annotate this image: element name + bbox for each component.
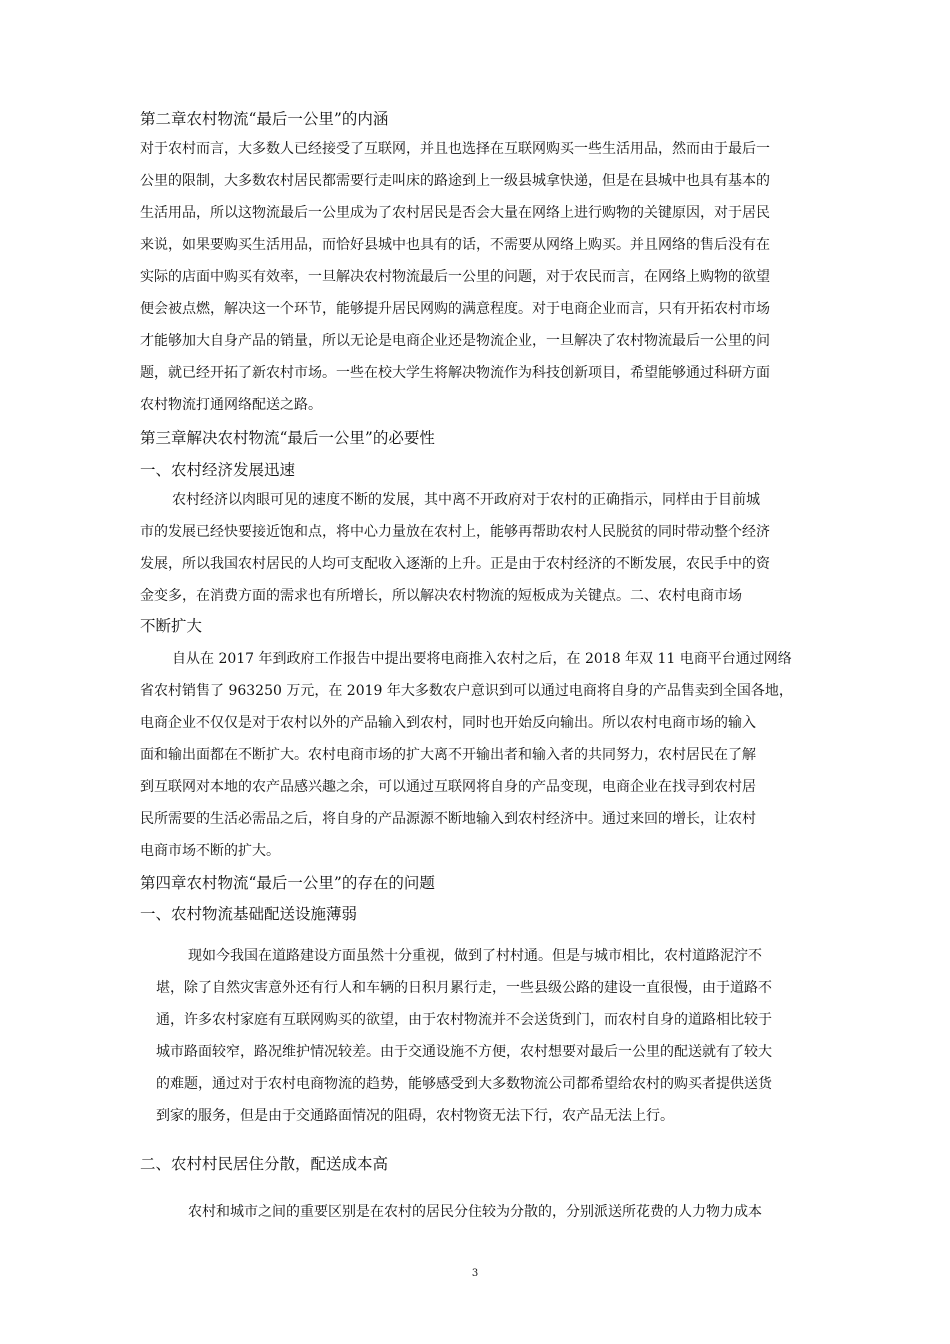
paragraph-line: 到家的服务，但是由于交通路面情况的阻碍，农村物资无法下行，农产品无法上行。 (156, 1108, 674, 1124)
paragraph-line: 便会被点燃，解决这一个环节，能够提升居民网购的满意程度。对于电商企业而言，只有开拓农村市场 (140, 301, 770, 317)
paragraph-line: 堪，除了自然灾害意外还有行人和车辆的日积月累行走，一些县级公路的建设一直很慢，由于道路不 (156, 980, 772, 996)
paragraph-line: 农村物流打通网络配送之路。 (140, 397, 322, 413)
paragraph-line: 题，就已经开拓了新农村市场。一些在校大学生将解决物流作为科技创新项目，希望能够通过科研方面 (140, 365, 770, 381)
paragraph-line: 民所需要的生活必需品之后，将自身的产品源源不断地输入到农村经济中。通过来回的增长，让农村 (140, 811, 756, 827)
paragraph-line: 现如今我国在道路建设方面虽然十分重视，做到了村村通。但是与城市相比，农村道路泥泞不 (188, 948, 762, 964)
paragraph-line: 公里的限制，大多数农村居民都需要行走叫床的路途到上一级县城拿快递，但是在县城中也具有基本的 (140, 173, 770, 189)
paragraph-line: 自从在 2017 年到政府工作报告中提出要将电商推入农村之后，在 2018 年双 11 电商平台通过网络 (172, 651, 792, 667)
paragraph-line: 来说，如果要购买生活用品，而恰好县城中也具有的话，不需要从网络上购买。并且网络的售后没有在 (140, 237, 770, 253)
chapter-3-heading: 第三章解决农村物流“最后一公里”的必要性 (140, 429, 435, 447)
section-heading: 一、农村经济发展迅速 (140, 461, 296, 479)
paragraph-line: 到互联网对本地的农产品感兴趣之余，可以通过互联网将自身的产品变现，电商企业在找寻到农村居 (140, 779, 756, 795)
paragraph-line: 面和输出面都在不断扩大。农村电商市场的扩大离不开输出者和输入者的共同努力，农村居民在了解 (140, 747, 756, 763)
chapter-2-heading: 第二章农村物流“最后一公里”的内涵 (140, 110, 389, 128)
paragraph-line: 才能够加大自身产品的销量，所以无论是电商企业还是物流企业，一旦解决了农村物流最后一公里的问 (140, 333, 770, 349)
paragraph-line: 省农村销售了 963250 万元，在 2019 年大多数农户意识到可以通过电商将自身的产品售卖到全国各地， (140, 683, 793, 699)
paragraph-line: 发展，所以我国农村居民的人均可支配收入逐渐的上升。正是由于农村经济的不断发展，农民手中的资 (140, 556, 770, 572)
paragraph-line: 的难题，通过对于农村电商物流的趋势，能够感受到大多数物流公司都希望给农村的购买者提供送货 (156, 1076, 772, 1092)
paragraph-line: 通，许多农村家庭有互联网购买的欲望，由于农村物流并不会送货到门，而农村自身的道路相比较于 (156, 1012, 772, 1028)
paragraph-line: 实际的店面中购买有效率，一旦解决农村物流最后一公里的问题，对于农民而言，在网络上购物的欲望 (140, 269, 770, 285)
section-heading: 一、农村物流基础配送设施薄弱 (140, 905, 358, 923)
chapter-4-heading: 第四章农村物流“最后一公里”的存在的问题 (140, 874, 435, 892)
page-number: 3 (471, 1268, 479, 1279)
paragraph-line: 农村和城市之间的重要区别是在农村的居民分住较为分散的，分别派送所花费的人力物力成本 (188, 1204, 762, 1220)
section-heading: 二、农村村民居住分散，配送成本高 (140, 1155, 389, 1173)
paragraph-line: 电商市场不断的扩大。 (140, 843, 280, 859)
paragraph-line: 农村经济以肉眼可见的速度不断的发展，其中离不开政府对于农村的正确指示，同样由于目前城 (172, 492, 760, 508)
paragraph-line: 生活用品，所以这物流最后一公里成为了农村居民是否会大量在网络上进行购物的关键原因，对于居民 (140, 205, 770, 221)
paragraph-line: 金变多，在消费方面的需求也有所增长，所以解决农村物流的短板成为关键点。二、农村电商市场 (140, 588, 742, 604)
paragraph-line: 城市路面较窄，路况维护情况较差。由于交通设施不方便，农村想要对最后一公里的配送就有了较大 (156, 1044, 772, 1060)
paragraph-line: 市的发展已经快要接近饱和点，将中心力量放在农村上，能够再帮助农村人民脱贫的同时带动整个经济 (140, 524, 770, 540)
paragraph-line: 电商企业不仅仅是对于农村以外的产品输入到农村，同时也开始反向输出。所以农村电商市场的输入 (140, 715, 756, 731)
section-heading: 不断扩大 (140, 617, 203, 635)
paragraph-line: 对于农村而言，大多数人已经接受了互联网，并且也选择在互联网购买一些生活用品，然而由于最后一 (140, 141, 770, 157)
